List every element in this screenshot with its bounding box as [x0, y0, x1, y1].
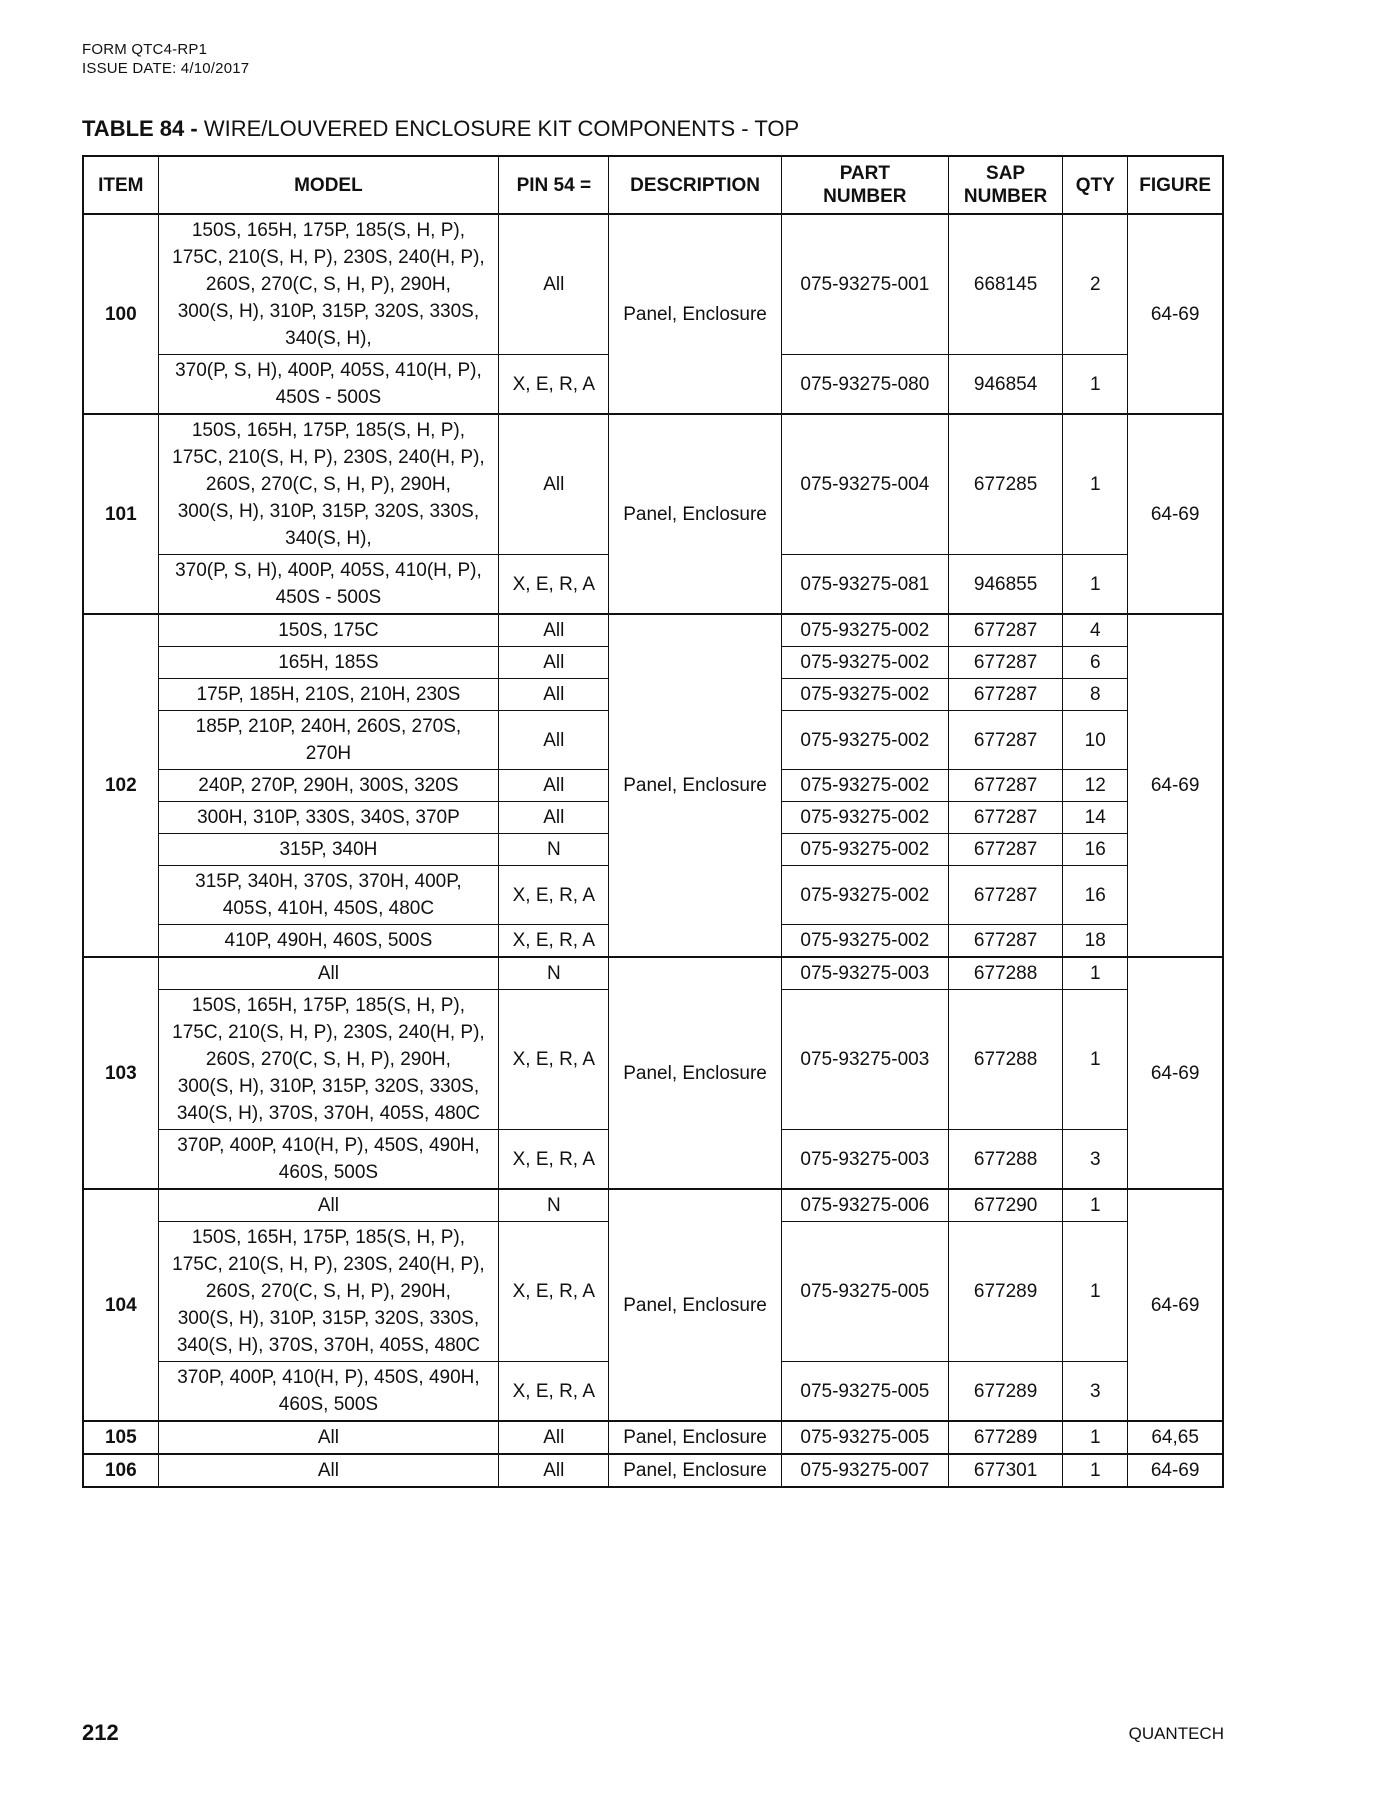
col-sap-line1: SAP [986, 163, 1026, 184]
description-cell: Panel, Enclosure [609, 957, 781, 1189]
qty-cell: 3 [1063, 1362, 1128, 1422]
part-number-cell: 075-93275-080 [781, 355, 948, 415]
item-group [83, 1189, 1223, 1421]
pin-cell: All [499, 214, 609, 355]
model-cell [158, 866, 499, 925]
model-cell [158, 355, 499, 415]
model-line: 315P, 340H, 370S, 370H, 400P, [195, 871, 462, 892]
sap-number-cell: 677287 [948, 711, 1062, 770]
model-line: 460S, 500S [278, 1162, 379, 1183]
item-number: 101 [83, 414, 158, 614]
model-cell [158, 1189, 499, 1222]
pin-cell: N [499, 1189, 609, 1222]
pin-cell: All [499, 1421, 609, 1454]
description-cell: Panel, Enclosure [609, 614, 781, 957]
pin-cell: X, E, R, A [499, 990, 609, 1130]
model-line: 300(S, H), 310P, 315P, 320S, 330S, [177, 1308, 480, 1329]
model-cell [158, 711, 499, 770]
model-line: 150S, 165H, 175P, 185(S, H, P), [191, 995, 466, 1016]
qty-cell: 12 [1063, 770, 1128, 802]
item-group [83, 214, 1223, 414]
col-sap-line2: NUMBER [963, 186, 1048, 207]
model-line: 175P, 185H, 210S, 210H, 230S [196, 684, 461, 705]
part-number-cell: 075-93275-002 [781, 770, 948, 802]
part-number-cell: 075-93275-005 [781, 1362, 948, 1422]
model-cell [158, 1421, 499, 1454]
sap-number-cell: 677287 [948, 802, 1062, 834]
sap-number-cell: 677288 [948, 1130, 1062, 1190]
model-line: 405S, 410H, 450S, 480C [222, 898, 435, 919]
model-line: 175C, 210(S, H, P), 230S, 240(H, P), [172, 447, 485, 468]
col-part-line1: PART [839, 163, 890, 184]
model-line: 340(S, H), [285, 328, 372, 349]
pin-cell: N [499, 834, 609, 866]
model-line: 185P, 210P, 240H, 260S, 270S, [195, 716, 462, 737]
qty-cell: 10 [1063, 711, 1128, 770]
model-cell [158, 957, 499, 990]
part-number-cell: 075-93275-004 [781, 414, 948, 555]
col-sap-number [948, 156, 1062, 214]
pin-cell: All [499, 711, 609, 770]
figure-cell: 64,65 [1128, 1421, 1223, 1454]
model-cell [158, 802, 499, 834]
model-cell [158, 679, 499, 711]
model-cell [158, 925, 499, 958]
figure-cell: 64-69 [1128, 1189, 1223, 1421]
figure-cell: 64-69 [1128, 957, 1223, 1189]
model-line: 370(P, S, H), 400P, 405S, 410(H, P), [175, 560, 482, 581]
part-number-cell: 075-93275-002 [781, 711, 948, 770]
item-number: 100 [83, 214, 158, 414]
qty-cell: 14 [1063, 802, 1128, 834]
pin-cell: X, E, R, A [499, 925, 609, 958]
part-number-cell: 075-93275-081 [781, 555, 948, 615]
pin-cell: X, E, R, A [499, 355, 609, 415]
sap-number-cell: 677287 [948, 770, 1062, 802]
description-cell: Panel, Enclosure [609, 414, 781, 614]
item-number: 105 [83, 1421, 158, 1454]
model-line: 410P, 490H, 460S, 500S [224, 930, 433, 951]
model-line: 370P, 400P, 410(H, P), 450S, 490H, [177, 1367, 480, 1388]
qty-cell: 1 [1063, 990, 1128, 1130]
sap-number-cell: 677288 [948, 957, 1062, 990]
sap-number-cell: 677289 [948, 1362, 1062, 1422]
col-model: MODEL [158, 156, 499, 214]
item-number: 106 [83, 1454, 158, 1487]
table-title-text: WIRE/LOUVERED ENCLOSURE KIT COMPONENTS - TOP [203, 116, 800, 141]
model-line: 150S, 165H, 175P, 185(S, H, P), [191, 1227, 466, 1248]
model-cell [158, 770, 499, 802]
sap-number-cell: 677288 [948, 990, 1062, 1130]
sap-number-cell: 677301 [948, 1454, 1062, 1487]
item-group [83, 957, 1223, 1189]
pin-cell: X, E, R, A [499, 1362, 609, 1422]
sap-number-cell: 677287 [948, 834, 1062, 866]
qty-cell: 6 [1063, 647, 1128, 679]
pin-cell: All [499, 647, 609, 679]
figure-cell: 64-69 [1128, 614, 1223, 957]
model-cell [158, 414, 499, 555]
item-group [83, 1421, 1223, 1454]
parts-table [82, 155, 1224, 1488]
qty-cell: 1 [1063, 355, 1128, 415]
part-number-cell: 075-93275-002 [781, 925, 948, 958]
pin-cell: X, E, R, A [499, 866, 609, 925]
qty-cell: 8 [1063, 679, 1128, 711]
qty-cell: 16 [1063, 866, 1128, 925]
description-cell: Panel, Enclosure [609, 1454, 781, 1487]
pin-cell: X, E, R, A [499, 1130, 609, 1190]
qty-cell: 1 [1063, 1421, 1128, 1454]
part-number-cell: 075-93275-002 [781, 866, 948, 925]
table-row [83, 214, 1223, 355]
pin-cell: X, E, R, A [499, 1222, 609, 1362]
table-row [83, 414, 1223, 555]
model-line: 175C, 210(S, H, P), 230S, 240(H, P), [172, 1254, 485, 1275]
part-number-cell: 075-93275-003 [781, 957, 948, 990]
model-line: 165H, 185S [278, 652, 379, 673]
model-line: 370(P, S, H), 400P, 405S, 410(H, P), [175, 360, 482, 381]
pin-cell: All [499, 679, 609, 711]
item-number: 104 [83, 1189, 158, 1421]
sap-number-cell: 677289 [948, 1222, 1062, 1362]
model-cell [158, 614, 499, 647]
sap-number-cell: 677287 [948, 866, 1062, 925]
model-line: 150S, 175C [278, 620, 379, 641]
part-number-cell: 075-93275-002 [781, 802, 948, 834]
model-cell [158, 1222, 499, 1362]
col-part-number [781, 156, 948, 214]
model-line: 460S, 500S [278, 1394, 379, 1415]
model-line: 150S, 165H, 175P, 185(S, H, P), [191, 420, 466, 441]
model-line: 300H, 310P, 330S, 340S, 370P [197, 807, 460, 828]
col-figure: FIGURE [1128, 156, 1223, 214]
table-row [83, 1421, 1223, 1454]
sap-number-cell: 946855 [948, 555, 1062, 615]
model-line: 175C, 210(S, H, P), 230S, 240(H, P), [172, 247, 485, 268]
qty-cell: 3 [1063, 1130, 1128, 1190]
model-line: 175C, 210(S, H, P), 230S, 240(H, P), [172, 1022, 485, 1043]
part-number-cell: 075-93275-002 [781, 834, 948, 866]
qty-cell: 18 [1063, 925, 1128, 958]
page-number: 212 [82, 1720, 119, 1745]
model-line: 450S - 500S [275, 387, 382, 408]
description-cell: Panel, Enclosure [609, 214, 781, 414]
model-line: 150S, 165H, 175P, 185(S, H, P), [191, 220, 466, 241]
model-cell [158, 990, 499, 1130]
part-number-cell: 075-93275-005 [781, 1222, 948, 1362]
sap-number-cell: 677287 [948, 614, 1062, 647]
model-line: 315P, 340H [279, 839, 378, 860]
sap-number-cell: 946854 [948, 355, 1062, 415]
model-cell [158, 647, 499, 679]
figure-cell: 64-69 [1128, 1454, 1223, 1487]
header-row [83, 156, 1223, 214]
table-row [83, 1454, 1223, 1487]
table-row [83, 614, 1223, 647]
part-number-cell: 075-93275-003 [781, 1130, 948, 1190]
table-number: TABLE 84 - [82, 116, 204, 141]
part-number-cell: 075-93275-002 [781, 614, 948, 647]
table-title [82, 116, 799, 142]
model-line: 450S - 500S [275, 587, 382, 608]
item-group [83, 1454, 1223, 1487]
part-number-cell: 075-93275-006 [781, 1189, 948, 1222]
model-line: 300(S, H), 310P, 315P, 320S, 330S, [177, 1076, 480, 1097]
col-pin: PIN 54 = [499, 156, 609, 214]
pin-cell: All [499, 1454, 609, 1487]
item-group [83, 414, 1223, 614]
model-line: 340(S, H), 370S, 370H, 405S, 480C [176, 1335, 480, 1356]
model-line: 260S, 270(C, S, H, P), 290H, [205, 474, 451, 495]
item-number: 103 [83, 957, 158, 1189]
part-number-cell: 075-93275-003 [781, 990, 948, 1130]
qty-cell: 16 [1063, 834, 1128, 866]
model-cell [158, 1130, 499, 1190]
model-cell [158, 1454, 499, 1487]
model-line: All [317, 1195, 339, 1216]
sap-number-cell: 677285 [948, 414, 1062, 555]
model-cell [158, 1362, 499, 1422]
part-number-cell: 075-93275-002 [781, 647, 948, 679]
model-line: 260S, 270(C, S, H, P), 290H, [205, 274, 451, 295]
qty-cell: 1 [1063, 1454, 1128, 1487]
model-line: 260S, 270(C, S, H, P), 290H, [205, 1281, 451, 1302]
part-number-cell: 075-93275-002 [781, 679, 948, 711]
model-line: All [317, 963, 339, 984]
form-number: FORM QTC4-RP1 [82, 41, 208, 58]
figure-cell: 64-69 [1128, 414, 1223, 614]
model-line: 370P, 400P, 410(H, P), 450S, 490H, [177, 1135, 480, 1156]
model-line: 240P, 270P, 290H, 300S, 320S [198, 775, 459, 796]
pin-cell: N [499, 957, 609, 990]
sap-number-cell: 677287 [948, 925, 1062, 958]
sap-number-cell: 668145 [948, 214, 1062, 355]
pin-cell: All [499, 414, 609, 555]
model-line: 300(S, H), 310P, 315P, 320S, 330S, [177, 301, 480, 322]
sap-number-cell: 677289 [948, 1421, 1062, 1454]
col-description: DESCRIPTION [609, 156, 781, 214]
col-part-line2: NUMBER [823, 186, 907, 207]
qty-cell: 2 [1063, 214, 1128, 355]
qty-cell: 1 [1063, 414, 1128, 555]
model-line: 300(S, H), 310P, 315P, 320S, 330S, [177, 501, 480, 522]
item-number: 102 [83, 614, 158, 957]
model-cell [158, 214, 499, 355]
part-number-cell: 075-93275-001 [781, 214, 948, 355]
table-row [83, 957, 1223, 990]
sap-number-cell: 677290 [948, 1189, 1062, 1222]
sap-number-cell: 677287 [948, 647, 1062, 679]
qty-cell: 1 [1063, 1222, 1128, 1362]
model-line: All [317, 1460, 339, 1481]
issue-date: ISSUE DATE: 4/10/2017 [82, 60, 250, 77]
item-group [83, 614, 1223, 957]
model-cell [158, 555, 499, 615]
model-line: 340(S, H), 370S, 370H, 405S, 480C [176, 1103, 480, 1124]
pin-cell: All [499, 770, 609, 802]
model-line: 340(S, H), [285, 528, 372, 549]
part-number-cell: 075-93275-007 [781, 1454, 948, 1487]
col-qty: QTY [1063, 156, 1128, 214]
qty-cell: 1 [1063, 555, 1128, 615]
sap-number-cell: 677287 [948, 679, 1062, 711]
description-cell: Panel, Enclosure [609, 1421, 781, 1454]
pin-cell: All [499, 614, 609, 647]
pin-cell: X, E, R, A [499, 555, 609, 615]
qty-cell: 1 [1063, 957, 1128, 990]
qty-cell: 4 [1063, 614, 1128, 647]
col-item: ITEM [83, 156, 158, 214]
pin-cell: All [499, 802, 609, 834]
model-line: 260S, 270(C, S, H, P), 290H, [205, 1049, 451, 1070]
model-line: 270H [305, 743, 352, 764]
description-cell: Panel, Enclosure [609, 1189, 781, 1421]
model-line: All [317, 1427, 339, 1448]
form-header [82, 40, 249, 78]
table-row [83, 1189, 1223, 1222]
model-cell [158, 834, 499, 866]
part-number-cell: 075-93275-005 [781, 1421, 948, 1454]
qty-cell: 1 [1063, 1189, 1128, 1222]
figure-cell: 64-69 [1128, 214, 1223, 414]
footer-brand: QUANTECH [1128, 1724, 1224, 1743]
